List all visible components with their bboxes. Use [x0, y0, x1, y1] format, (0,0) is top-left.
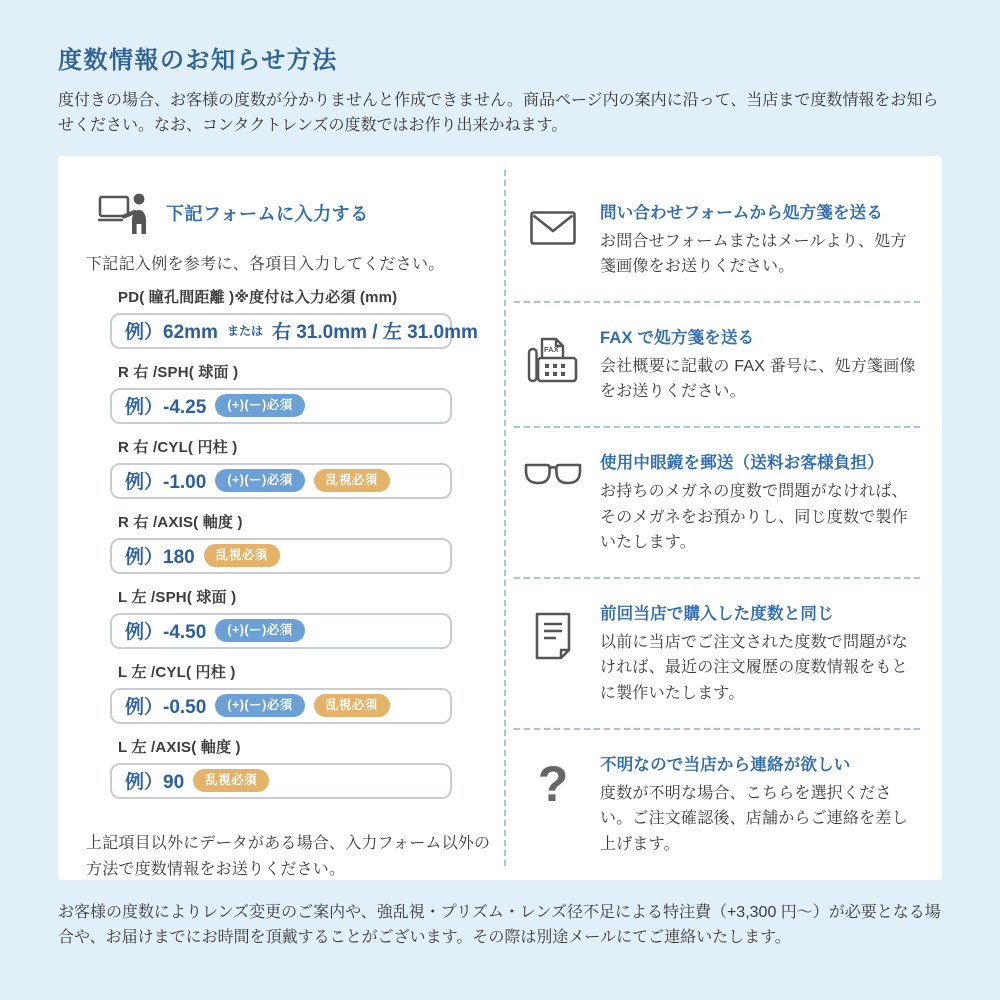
form-field-r-cyl — [110, 436, 452, 499]
astigmatism-required-badge: 乱視必須 — [193, 769, 269, 793]
form-fields — [110, 286, 478, 799]
footer-note: お客様の度数によりレンズ変更のご案内や、強乱視・プリズム・レンズ径不足による特注費（+3,300 円～）が必要となる場合や、お届けまでにお時間を頂戴することがございます。その際は別途メールにてご連絡いたします。 — [58, 903, 941, 947]
form-field-r-sph — [110, 361, 452, 424]
field-label: L 左 /CYL( 円柱 ) — [118, 663, 236, 681]
example-value: 例）-4.50 — [125, 622, 207, 644]
form-entry-icon — [98, 192, 150, 234]
example-value: 例）-4.25 — [125, 397, 207, 419]
field-example-box — [110, 538, 452, 574]
page-title: 度数情報のお知らせ方法 — [58, 47, 338, 74]
example-value: 例）-1.00 — [125, 472, 207, 494]
method-title: 不明なので当店から連絡が欲しい — [600, 755, 851, 774]
field-example-box — [110, 688, 452, 724]
fax-icon — [506, 324, 600, 405]
method-contact-form — [506, 178, 920, 301]
methods-column — [504, 170, 942, 866]
example-value: 例）-0.50 — [125, 697, 207, 719]
field-label: R 右 /CYL( 円柱 ) — [118, 438, 238, 456]
glasses-icon — [506, 449, 600, 556]
document-icon — [506, 600, 600, 707]
question-icon: ? — [537, 755, 569, 812]
method-fax — [506, 303, 920, 426]
field-label: R 右 /AXIS( 軸度 ) — [118, 513, 243, 531]
astigmatism-required-badge: 乱視必須 — [314, 694, 390, 718]
sign-required-badge: (+)(ー)必須 — [215, 619, 304, 643]
field-label: R 右 /SPH( 球面 ) — [118, 363, 239, 381]
form-field-r-axis — [110, 511, 452, 574]
example-value: 例）180 — [125, 547, 195, 569]
astigmatism-required-badge: 乱視必須 — [314, 469, 390, 493]
sign-required-badge: (+)(ー)必須 — [215, 394, 304, 418]
form-field-pd — [110, 286, 478, 349]
method-title: FAX で処方箋を送る — [600, 328, 755, 347]
method-title: 問い合わせフォームから処方箋を送る — [600, 203, 884, 222]
field-example-box — [110, 463, 452, 499]
method-send-glasses — [506, 428, 920, 577]
form-field-l-axis — [110, 736, 452, 799]
method-body: お持ちのメガネの度数で問題がなければ、そのメガネをお預かりし、同じ度数で製作いたします。 — [600, 482, 908, 552]
content-card — [58, 156, 942, 880]
method-body: 会社概要に記載の FAX 番号に、処方箋画像をお送りください。 — [600, 357, 916, 401]
sign-required-badge: (+)(ー)必須 — [215, 694, 304, 718]
form-instruction: 下記記入例を参考に、各項目入力してください。 — [86, 255, 445, 273]
method-previous-order — [506, 579, 920, 728]
form-note: 上記項目以外にデータがある場合、入力フォーム以外の方法で度数情報をお送りください。 — [86, 834, 491, 878]
field-example-box — [110, 613, 452, 649]
method-title: 使用中眼鏡を郵送（送料お客様負担） — [600, 453, 884, 472]
field-example-box — [110, 388, 452, 424]
example-value: 例）90 — [125, 772, 185, 794]
field-label: PD( 瞳孔間距離 )※度付は入力必須 (mm) — [118, 288, 398, 306]
method-body: お問合せフォームまたはメールより、処方箋画像をお送りください。 — [600, 232, 907, 276]
form-field-l-sph — [110, 586, 452, 649]
sign-required-badge: (+)(ー)必須 — [215, 469, 304, 493]
method-body: 以前に当店でご注文された度数で問題がなければ、最近の注文履歴の度数情報をもとに製作いたします。 — [600, 633, 908, 702]
method-title: 前回当店で購入した度数と同じ — [600, 604, 834, 623]
form-section-header — [98, 190, 504, 236]
method-body: 度数が不明な場合、こちらを選択ください。ご注文確認後、店舗からご連絡を差し上げます。 — [600, 784, 908, 853]
mail-icon — [506, 199, 600, 280]
example-value: 例）62mm — [125, 322, 218, 344]
field-example-box — [110, 313, 478, 349]
method-contact-me — [506, 730, 920, 879]
intro-text: 度付きの場合、お客様の度数が分かりませんと作成できません。商品ページ内の案内に沿って、当店まで度数情報をお知らせください。なお、コンタクトレンズの度数ではお作り出来かねます。 — [58, 92, 939, 134]
astigmatism-required-badge: 乱視必須 — [204, 544, 280, 568]
form-field-l-cyl — [110, 661, 452, 724]
example-joiner: または — [226, 324, 263, 339]
field-example-box — [110, 763, 452, 799]
form-column — [58, 156, 504, 880]
form-section-title: 下記フォームに入力する — [166, 203, 369, 224]
field-label: L 左 /SPH( 球面 ) — [118, 588, 237, 606]
example-value-2: 右 31.0mm / 左 31.0mm — [271, 322, 478, 344]
svg-text:FAX: FAX — [544, 344, 559, 354]
field-label: L 左 /AXIS( 軸度 ) — [118, 738, 241, 756]
